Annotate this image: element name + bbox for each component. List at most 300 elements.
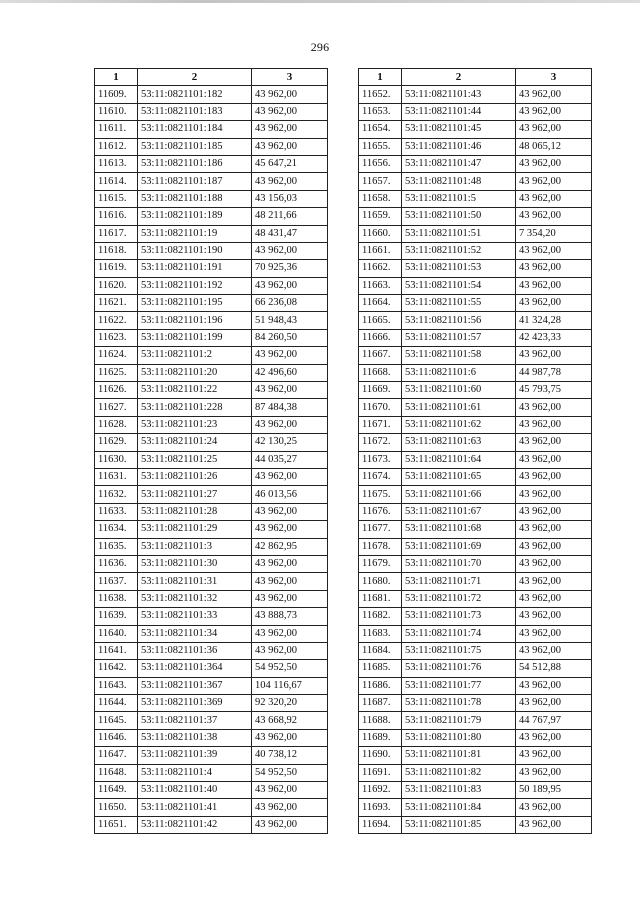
cadastral-number: 53:11:0821101:2 — [138, 347, 252, 364]
cadastral-value: 43 962,00 — [516, 816, 592, 833]
table-row — [95, 677, 328, 694]
cadastral-number: 53:11:0821101:33 — [138, 608, 252, 625]
table-row — [95, 468, 328, 485]
row-index: 11616. — [95, 208, 138, 225]
table-row — [95, 434, 328, 451]
cadastral-number: 53:11:0821101:81 — [402, 747, 516, 764]
cadastral-value: 43 962,00 — [516, 608, 592, 625]
table-row — [95, 451, 328, 468]
table-row — [95, 312, 328, 329]
cadastral-value: 43 962,00 — [252, 138, 328, 155]
table-row — [95, 208, 328, 225]
row-index: 11628. — [95, 416, 138, 433]
row-index: 11612. — [95, 138, 138, 155]
row-index: 11632. — [95, 486, 138, 503]
row-index: 11609. — [95, 86, 138, 103]
cadastral-number: 53:11:0821101:39 — [138, 747, 252, 764]
cadastral-value: 43 962,00 — [516, 590, 592, 607]
row-index: 11690. — [359, 747, 402, 764]
cadastral-number: 53:11:0821101:50 — [402, 208, 516, 225]
cadastral-value: 43 962,00 — [516, 277, 592, 294]
cadastral-number: 53:11:0821101:84 — [402, 799, 516, 816]
cadastral-number: 53:11:0821101:85 — [402, 816, 516, 833]
cadastral-number: 53:11:0821101:195 — [138, 295, 252, 312]
cadastral-number: 53:11:0821101:79 — [402, 712, 516, 729]
table-row — [95, 590, 328, 607]
table-row — [359, 642, 592, 659]
cadastral-number: 53:11:0821101:58 — [402, 347, 516, 364]
cadastral-number: 53:11:0821101:47 — [402, 155, 516, 172]
row-index: 11673. — [359, 451, 402, 468]
table-row — [359, 729, 592, 746]
cadastral-value: 43 962,00 — [252, 573, 328, 590]
table-row — [95, 729, 328, 746]
row-index: 11651. — [95, 816, 138, 833]
table-row — [359, 660, 592, 677]
cadastral-number: 53:11:0821101:78 — [402, 695, 516, 712]
table-row — [95, 190, 328, 207]
cadastral-value: 43 962,00 — [516, 486, 592, 503]
row-index: 11620. — [95, 277, 138, 294]
table-row — [95, 225, 328, 242]
table-row — [95, 747, 328, 764]
table-row — [359, 695, 592, 712]
row-index: 11610. — [95, 103, 138, 120]
table-row — [359, 86, 592, 103]
row-index: 11672. — [359, 434, 402, 451]
cadastral-number: 53:11:0821101:69 — [402, 538, 516, 555]
table-row — [359, 608, 592, 625]
cadastral-number: 53:11:0821101:72 — [402, 590, 516, 607]
cadastral-number: 53:11:0821101:24 — [138, 434, 252, 451]
cadastral-value: 43 962,00 — [252, 277, 328, 294]
cadastral-number: 53:11:0821101:70 — [402, 555, 516, 572]
cadastral-number: 53:11:0821101:27 — [138, 486, 252, 503]
table-row — [95, 625, 328, 642]
table-row — [95, 573, 328, 590]
table-row — [95, 799, 328, 816]
cadastral-value: 7 354,20 — [516, 225, 592, 242]
cadastral-number: 53:11:0821101:44 — [402, 103, 516, 120]
row-index: 11633. — [95, 503, 138, 520]
cadastral-number: 53:11:0821101:30 — [138, 555, 252, 572]
cadastral-value: 43 962,00 — [252, 625, 328, 642]
table-row — [359, 782, 592, 799]
cadastral-value: 43 962,00 — [252, 555, 328, 572]
table-row — [95, 329, 328, 346]
cadastral-number: 53:11:0821101:83 — [402, 782, 516, 799]
row-index: 11634. — [95, 521, 138, 538]
register-table-right — [358, 68, 592, 834]
row-index: 11643. — [95, 677, 138, 694]
table-row — [359, 434, 592, 451]
cadastral-number: 53:11:0821101:36 — [138, 642, 252, 659]
cadastral-number: 53:11:0821101:189 — [138, 208, 252, 225]
row-index: 11658. — [359, 190, 402, 207]
table-row — [95, 782, 328, 799]
table-row — [359, 173, 592, 190]
table-row — [359, 573, 592, 590]
row-index: 11642. — [95, 660, 138, 677]
table-row — [359, 486, 592, 503]
cadastral-number: 53:11:0821101:199 — [138, 329, 252, 346]
row-index: 11641. — [95, 642, 138, 659]
table-row — [95, 486, 328, 503]
table-row — [359, 382, 592, 399]
cadastral-number: 53:11:0821101:73 — [402, 608, 516, 625]
table-row — [359, 747, 592, 764]
row-index: 11617. — [95, 225, 138, 242]
cadastral-value: 43 668,92 — [252, 712, 328, 729]
row-index: 11656. — [359, 155, 402, 172]
row-index: 11635. — [95, 538, 138, 555]
row-index: 11647. — [95, 747, 138, 764]
cadastral-number: 53:11:0821101:37 — [138, 712, 252, 729]
cadastral-number: 53:11:0821101:182 — [138, 86, 252, 103]
cadastral-value: 48 431,47 — [252, 225, 328, 242]
cadastral-number: 53:11:0821101:185 — [138, 138, 252, 155]
cadastral-value: 43 962,00 — [516, 416, 592, 433]
cadastral-number: 53:11:0821101:22 — [138, 382, 252, 399]
cadastral-number: 53:11:0821101:56 — [402, 312, 516, 329]
cadastral-value: 43 962,00 — [516, 677, 592, 694]
row-index: 11669. — [359, 382, 402, 399]
table-row — [359, 242, 592, 259]
table-row — [359, 521, 592, 538]
cadastral-value: 43 962,00 — [516, 468, 592, 485]
cadastral-value: 45 647,21 — [252, 155, 328, 172]
column-header-cadastral: 2 — [138, 69, 252, 86]
cadastral-value: 43 962,00 — [516, 625, 592, 642]
row-index: 11694. — [359, 816, 402, 833]
cadastral-value: 43 962,00 — [516, 242, 592, 259]
row-index: 11640. — [95, 625, 138, 642]
table-row — [95, 382, 328, 399]
row-index: 11649. — [95, 782, 138, 799]
table-row — [359, 347, 592, 364]
row-index: 11685. — [359, 660, 402, 677]
column-header-cadastral: 2 — [402, 69, 516, 86]
row-index: 11636. — [95, 555, 138, 572]
row-index: 11663. — [359, 277, 402, 294]
table-row — [359, 451, 592, 468]
row-index: 11637. — [95, 573, 138, 590]
cadastral-value: 43 962,00 — [252, 729, 328, 746]
cadastral-value: 43 962,00 — [516, 190, 592, 207]
cadastral-number: 53:11:0821101:32 — [138, 590, 252, 607]
cadastral-value: 43 962,00 — [252, 642, 328, 659]
cadastral-value: 87 484,38 — [252, 399, 328, 416]
row-index: 11619. — [95, 260, 138, 277]
row-index: 11614. — [95, 173, 138, 190]
table-row — [95, 260, 328, 277]
row-index: 11680. — [359, 573, 402, 590]
cadastral-number: 53:11:0821101:183 — [138, 103, 252, 120]
row-index: 11621. — [95, 295, 138, 312]
row-index: 11631. — [95, 468, 138, 485]
cadastral-number: 53:11:0821101:31 — [138, 573, 252, 590]
table-row — [359, 138, 592, 155]
column-header-index: 1 — [95, 69, 138, 86]
table-row — [359, 364, 592, 381]
row-index: 11650. — [95, 799, 138, 816]
table-row — [95, 277, 328, 294]
cadastral-number: 53:11:0821101:76 — [402, 660, 516, 677]
cadastral-number: 53:11:0821101:68 — [402, 521, 516, 538]
table-row — [95, 555, 328, 572]
row-index: 11664. — [359, 295, 402, 312]
table-row — [359, 312, 592, 329]
row-index: 11623. — [95, 329, 138, 346]
table-row — [95, 242, 328, 259]
row-index: 11677. — [359, 521, 402, 538]
row-index: 11660. — [359, 225, 402, 242]
cadastral-number: 53:11:0821101:192 — [138, 277, 252, 294]
cadastral-value: 43 962,00 — [252, 103, 328, 120]
table-row — [95, 103, 328, 120]
row-index: 11653. — [359, 103, 402, 120]
cadastral-value: 46 013,56 — [252, 486, 328, 503]
table-row — [359, 225, 592, 242]
row-index: 11648. — [95, 764, 138, 781]
table-row — [359, 416, 592, 433]
cadastral-value: 51 948,43 — [252, 312, 328, 329]
table-header-row — [359, 69, 592, 86]
table-row — [359, 277, 592, 294]
cadastral-value: 43 962,00 — [252, 799, 328, 816]
cadastral-value: 43 962,00 — [516, 208, 592, 225]
row-index: 11624. — [95, 347, 138, 364]
cadastral-value: 44 987,78 — [516, 364, 592, 381]
column-header-index: 1 — [359, 69, 402, 86]
table-row — [359, 712, 592, 729]
row-index: 11666. — [359, 329, 402, 346]
scan-top-edge — [0, 0, 640, 3]
table-row — [359, 155, 592, 172]
cadastral-value: 43 962,00 — [516, 503, 592, 520]
table-row — [359, 208, 592, 225]
table-row — [95, 121, 328, 138]
cadastral-value: 43 962,00 — [516, 86, 592, 103]
table-row — [95, 608, 328, 625]
cadastral-value: 40 738,12 — [252, 747, 328, 764]
cadastral-value: 42 423,33 — [516, 329, 592, 346]
table-row — [95, 642, 328, 659]
cadastral-value: 43 962,00 — [516, 747, 592, 764]
table-row — [95, 86, 328, 103]
table-row — [359, 677, 592, 694]
table-row — [95, 416, 328, 433]
row-index: 11689. — [359, 729, 402, 746]
cadastral-value: 43 962,00 — [252, 382, 328, 399]
table-row — [359, 121, 592, 138]
cadastral-value: 43 962,00 — [252, 590, 328, 607]
cadastral-value: 43 962,00 — [516, 695, 592, 712]
row-index: 11679. — [359, 555, 402, 572]
cadastral-number: 53:11:0821101:48 — [402, 173, 516, 190]
row-index: 11657. — [359, 173, 402, 190]
cadastral-value: 43 962,00 — [252, 521, 328, 538]
table-row — [95, 364, 328, 381]
row-index: 11613. — [95, 155, 138, 172]
cadastral-value: 43 962,00 — [516, 729, 592, 746]
row-index: 11654. — [359, 121, 402, 138]
cadastral-number: 53:11:0821101:29 — [138, 521, 252, 538]
row-index: 11675. — [359, 486, 402, 503]
table-row — [95, 173, 328, 190]
row-index: 11622. — [95, 312, 138, 329]
table-row — [95, 155, 328, 172]
table-row — [95, 347, 328, 364]
cadastral-number: 53:11:0821101:184 — [138, 121, 252, 138]
row-index: 11687. — [359, 695, 402, 712]
table-row — [359, 260, 592, 277]
table-row — [95, 764, 328, 781]
table-row — [95, 816, 328, 833]
cadastral-value: 43 962,00 — [516, 538, 592, 555]
cadastral-value: 43 962,00 — [516, 573, 592, 590]
cadastral-number: 53:11:0821101:190 — [138, 242, 252, 259]
table-row — [359, 538, 592, 555]
cadastral-value: 54 952,50 — [252, 764, 328, 781]
row-index: 11691. — [359, 764, 402, 781]
cadastral-number: 53:11:0821101:64 — [402, 451, 516, 468]
row-index: 11626. — [95, 382, 138, 399]
cadastral-number: 53:11:0821101:77 — [402, 677, 516, 694]
row-index: 11645. — [95, 712, 138, 729]
row-index: 11659. — [359, 208, 402, 225]
cadastral-value: 43 962,00 — [516, 399, 592, 416]
row-index: 11655. — [359, 138, 402, 155]
row-index: 11644. — [95, 695, 138, 712]
cadastral-number: 53:11:0821101:3 — [138, 538, 252, 555]
cadastral-number: 53:11:0821101:75 — [402, 642, 516, 659]
row-index: 11683. — [359, 625, 402, 642]
row-index: 11638. — [95, 590, 138, 607]
table-row — [95, 399, 328, 416]
cadastral-number: 53:11:0821101:67 — [402, 503, 516, 520]
cadastral-number: 53:11:0821101:51 — [402, 225, 516, 242]
table-row — [95, 503, 328, 520]
column-header-value: 3 — [516, 69, 592, 86]
cadastral-value: 43 962,00 — [252, 503, 328, 520]
cadastral-value: 92 320,20 — [252, 695, 328, 712]
table-row — [359, 590, 592, 607]
row-index: 11693. — [359, 799, 402, 816]
cadastral-value: 43 962,00 — [252, 242, 328, 259]
row-index: 11668. — [359, 364, 402, 381]
cadastral-value: 44 035,27 — [252, 451, 328, 468]
cadastral-value: 43 962,00 — [516, 642, 592, 659]
row-index: 11639. — [95, 608, 138, 625]
row-index: 11627. — [95, 399, 138, 416]
cadastral-number: 53:11:0821101:20 — [138, 364, 252, 381]
cadastral-value: 42 496,60 — [252, 364, 328, 381]
row-index: 11682. — [359, 608, 402, 625]
cadastral-number: 53:11:0821101:80 — [402, 729, 516, 746]
cadastral-value: 43 962,00 — [252, 416, 328, 433]
cadastral-number: 53:11:0821101:19 — [138, 225, 252, 242]
cadastral-value: 43 962,00 — [516, 521, 592, 538]
table-row — [359, 799, 592, 816]
cadastral-number: 53:11:0821101:187 — [138, 173, 252, 190]
cadastral-number: 53:11:0821101:28 — [138, 503, 252, 520]
cadastral-number: 53:11:0821101:46 — [402, 138, 516, 155]
row-index: 11615. — [95, 190, 138, 207]
cadastral-number: 53:11:0821101:41 — [138, 799, 252, 816]
cadastral-number: 53:11:0821101:186 — [138, 155, 252, 172]
cadastral-number: 53:11:0821101:188 — [138, 190, 252, 207]
cadastral-number: 53:11:0821101:191 — [138, 260, 252, 277]
row-index: 11670. — [359, 399, 402, 416]
cadastral-number: 53:11:0821101:4 — [138, 764, 252, 781]
cadastral-value: 43 962,00 — [516, 155, 592, 172]
page-number: 296 — [310, 40, 330, 54]
cadastral-number: 53:11:0821101:196 — [138, 312, 252, 329]
cadastral-value: 43 962,00 — [252, 121, 328, 138]
cadastral-number: 53:11:0821101:62 — [402, 416, 516, 433]
cadastral-value: 48 065,12 — [516, 138, 592, 155]
cadastral-number: 53:11:0821101:55 — [402, 295, 516, 312]
cadastral-number: 53:11:0821101:65 — [402, 468, 516, 485]
cadastral-number: 53:11:0821101:74 — [402, 625, 516, 642]
row-index: 11646. — [95, 729, 138, 746]
row-index: 11667. — [359, 347, 402, 364]
row-index: 11692. — [359, 782, 402, 799]
cadastral-value: 70 925,36 — [252, 260, 328, 277]
table-row — [359, 190, 592, 207]
table-row — [95, 660, 328, 677]
row-index: 11678. — [359, 538, 402, 555]
cadastral-number: 53:11:0821101:6 — [402, 364, 516, 381]
row-index: 11625. — [95, 364, 138, 381]
row-index: 11629. — [95, 434, 138, 451]
cadastral-value: 43 962,00 — [252, 347, 328, 364]
row-index: 11676. — [359, 503, 402, 520]
cadastral-number: 53:11:0821101:54 — [402, 277, 516, 294]
column-header-value: 3 — [252, 69, 328, 86]
cadastral-value: 48 211,66 — [252, 208, 328, 225]
cadastral-value: 41 324,28 — [516, 312, 592, 329]
cadastral-number: 53:11:0821101:38 — [138, 729, 252, 746]
cadastral-number: 53:11:0821101:43 — [402, 86, 516, 103]
table-row — [359, 555, 592, 572]
cadastral-number: 53:11:0821101:23 — [138, 416, 252, 433]
table-row — [359, 625, 592, 642]
cadastral-number: 53:11:0821101:53 — [402, 260, 516, 277]
cadastral-number: 53:11:0821101:71 — [402, 573, 516, 590]
register-table-left — [94, 68, 328, 834]
cadastral-value: 43 962,00 — [516, 260, 592, 277]
cadastral-number: 53:11:0821101:61 — [402, 399, 516, 416]
row-index: 11688. — [359, 712, 402, 729]
table-row — [359, 295, 592, 312]
row-index: 11630. — [95, 451, 138, 468]
cadastral-number: 53:11:0821101:364 — [138, 660, 252, 677]
table-header-row — [95, 69, 328, 86]
table-row — [95, 295, 328, 312]
table-row — [95, 712, 328, 729]
cadastral-number: 53:11:0821101:26 — [138, 468, 252, 485]
row-index: 11618. — [95, 242, 138, 259]
cadastral-value: 43 962,00 — [516, 764, 592, 781]
row-index: 11686. — [359, 677, 402, 694]
row-index: 11662. — [359, 260, 402, 277]
cadastral-value: 43 962,00 — [252, 86, 328, 103]
cadastral-number: 53:11:0821101:66 — [402, 486, 516, 503]
table-row — [359, 764, 592, 781]
cadastral-value: 43 962,00 — [516, 347, 592, 364]
